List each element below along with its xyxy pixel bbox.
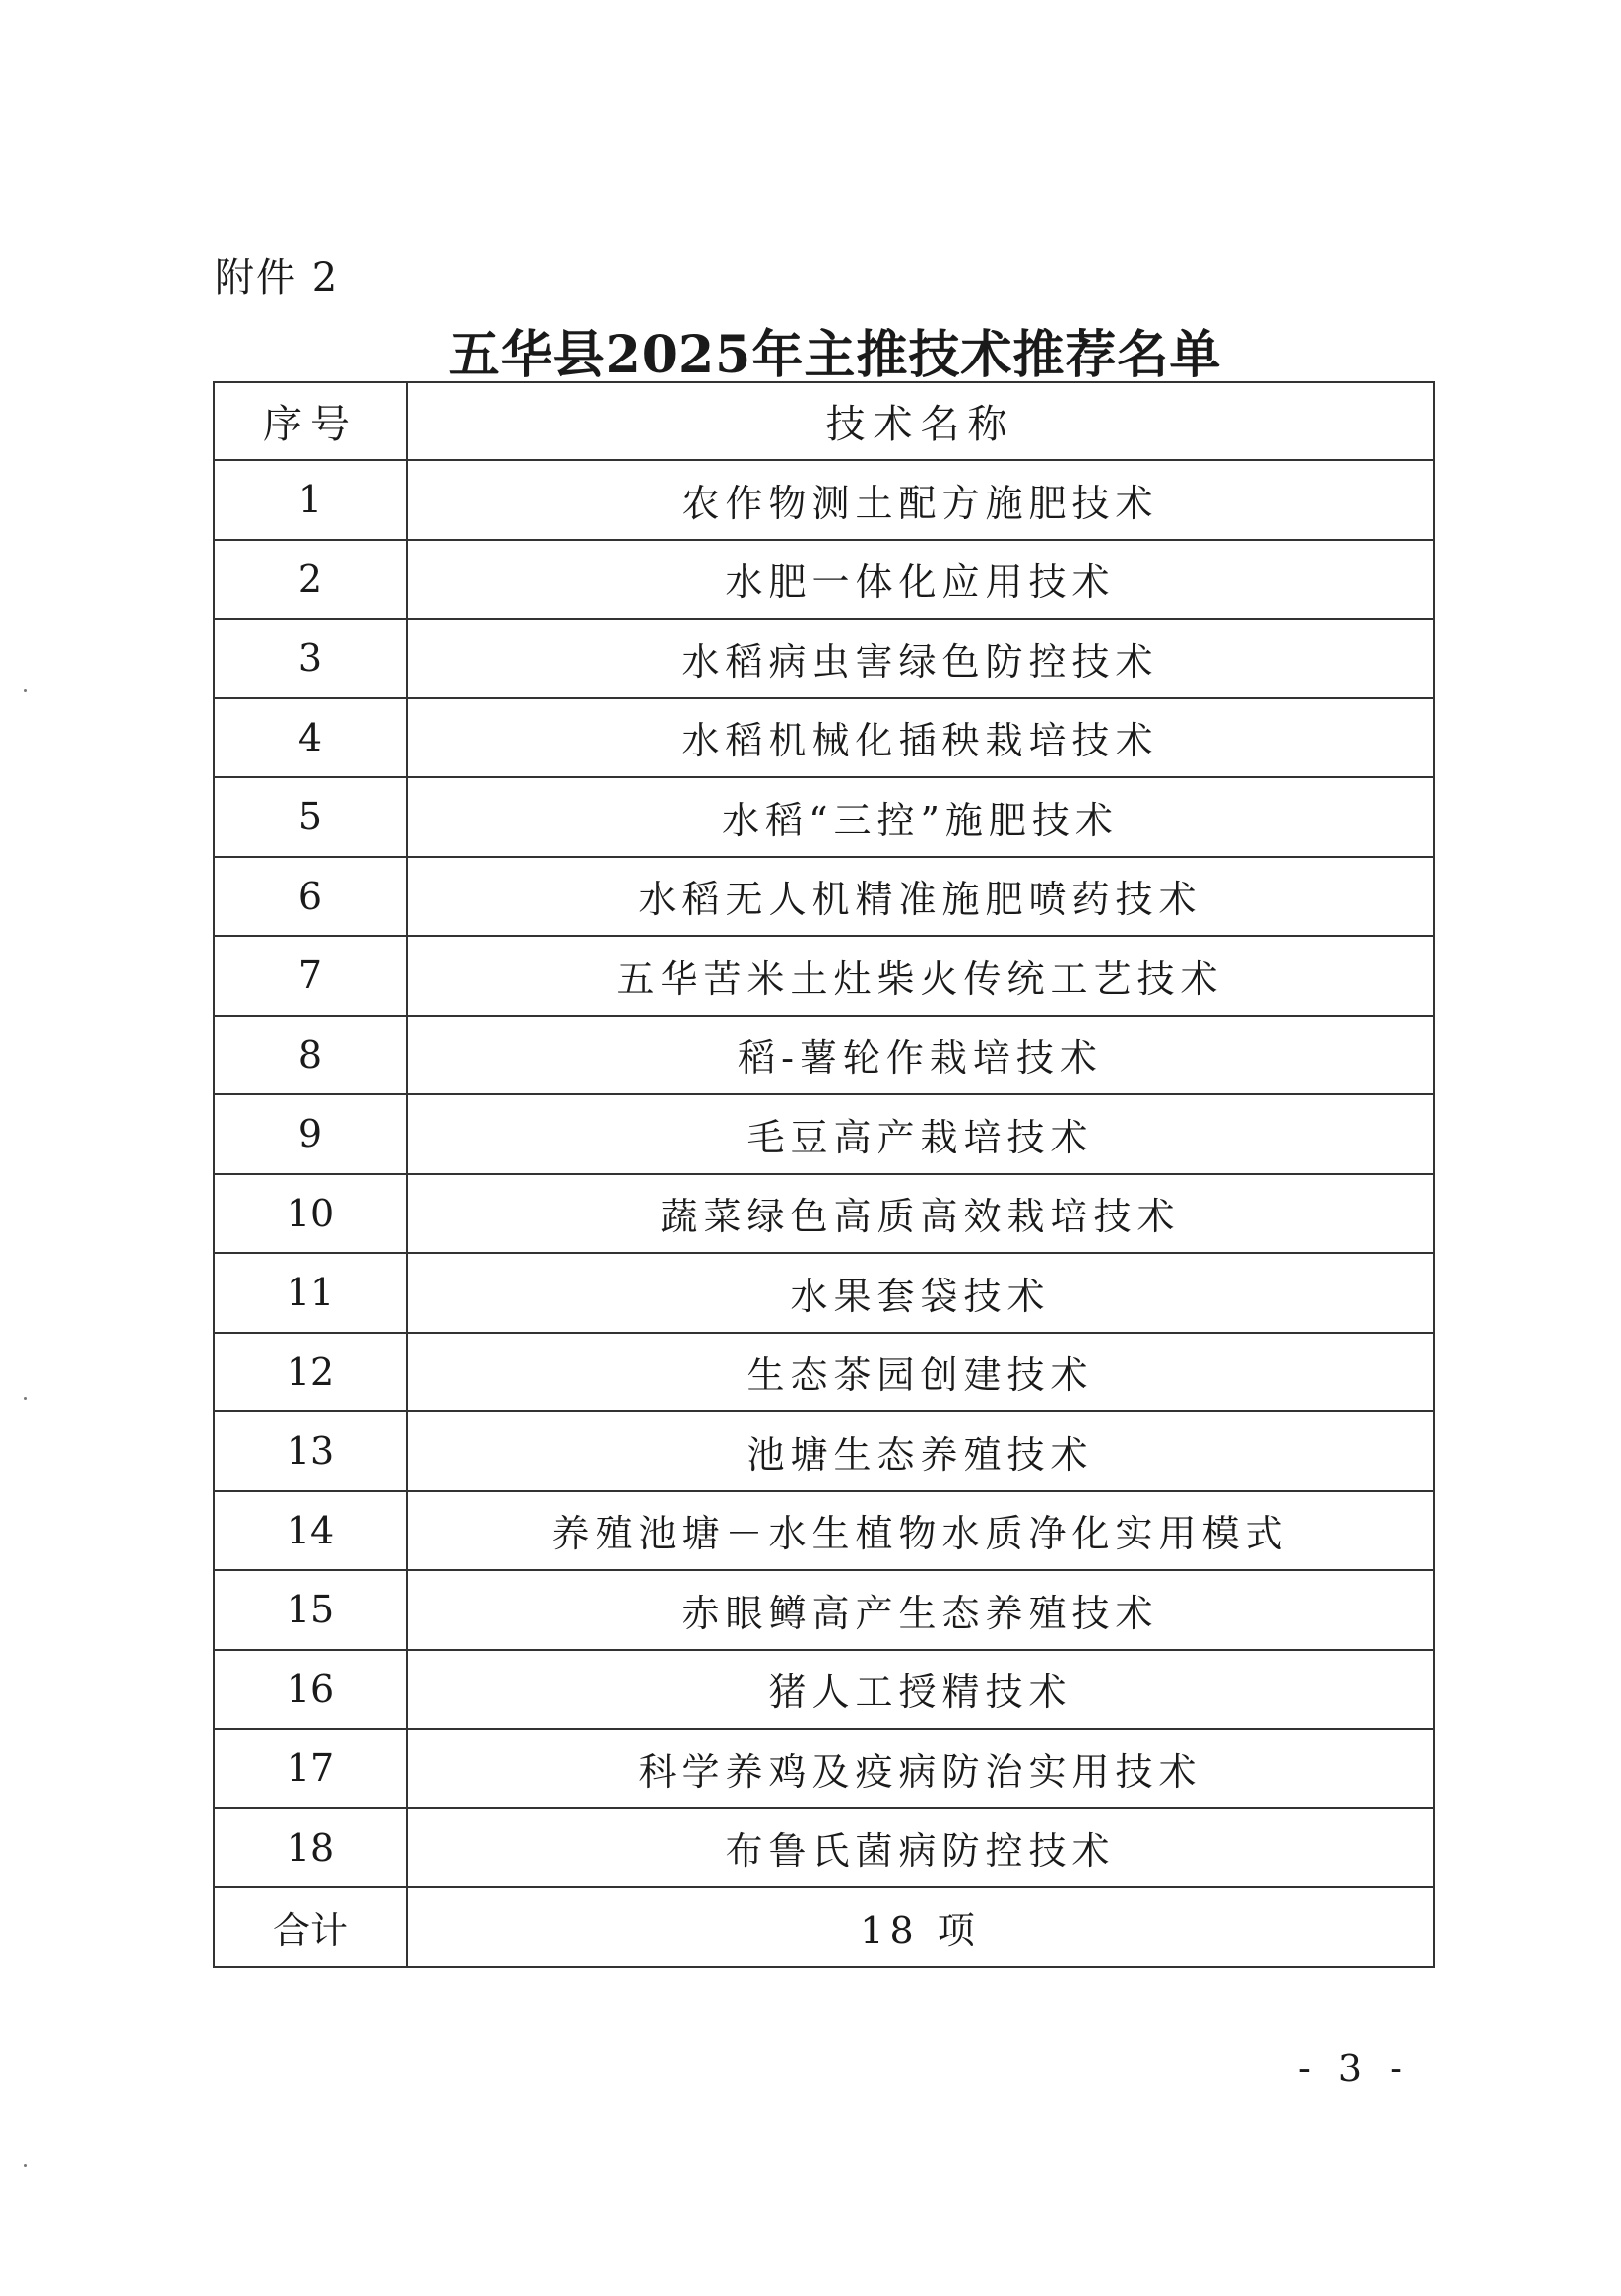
row-technology-name: 养殖池塘－水生植物水质净化实用模式 <box>407 1491 1434 1571</box>
header-serial-number: 序号 <box>214 382 407 460</box>
attachment-label: 附件 2 <box>215 255 340 300</box>
table-row <box>214 1570 1434 1650</box>
table-row <box>214 619 1434 698</box>
row-technology-name: 猪人工授精技术 <box>407 1650 1434 1730</box>
row-serial-number: 6 <box>214 857 407 937</box>
table-body <box>214 460 1434 1887</box>
row-serial-number: 11 <box>214 1253 407 1333</box>
row-technology-name: 水稻“三控”施肥技术 <box>407 777 1434 857</box>
row-technology-name: 稻-薯轮作栽培技术 <box>407 1016 1434 1095</box>
row-technology-name: 布鲁氏菌病防控技术 <box>407 1808 1434 1888</box>
table-row <box>214 857 1434 937</box>
table-row <box>214 1650 1434 1730</box>
row-technology-name: 水稻病虫害绿色防控技术 <box>407 619 1434 698</box>
row-serial-number: 7 <box>214 936 407 1016</box>
table-row <box>214 1411 1434 1491</box>
row-technology-name: 蔬菜绿色高质高效栽培技术 <box>407 1174 1434 1254</box>
table-row <box>214 1016 1434 1095</box>
table-row <box>214 936 1434 1016</box>
margin-mark <box>24 1397 27 1400</box>
row-serial-number: 4 <box>214 698 407 778</box>
row-technology-name: 水稻无人机精准施肥喷药技术 <box>407 857 1434 937</box>
row-technology-name: 水肥一体化应用技术 <box>407 540 1434 620</box>
row-technology-name: 科学养鸡及疫病防治实用技术 <box>407 1729 1434 1808</box>
table-row <box>214 1491 1434 1571</box>
row-technology-name: 水稻机械化插秧栽培技术 <box>407 698 1434 778</box>
table-row <box>214 460 1434 540</box>
row-technology-name: 五华苦米土灶柴火传统工艺技术 <box>407 936 1434 1016</box>
margin-mark <box>24 2164 27 2167</box>
table-row <box>214 1729 1434 1808</box>
row-serial-number: 18 <box>214 1808 407 1888</box>
row-serial-number: 12 <box>214 1333 407 1412</box>
table-row <box>214 1808 1434 1888</box>
table-row <box>214 1333 1434 1412</box>
table-row <box>214 1253 1434 1333</box>
tech-table <box>213 381 1435 1968</box>
row-technology-name: 农作物测土配方施肥技术 <box>407 460 1434 540</box>
margin-mark <box>24 689 27 692</box>
table-row <box>214 698 1434 778</box>
total-label: 合计 <box>214 1887 407 1967</box>
table-row <box>214 777 1434 857</box>
page-number: - 3 - <box>1298 2047 1411 2090</box>
total-value: 18 项 <box>407 1887 1434 1967</box>
table-total-row <box>214 1887 1434 1967</box>
row-technology-name: 赤眼鳟高产生态养殖技术 <box>407 1570 1434 1650</box>
row-serial-number: 16 <box>214 1650 407 1730</box>
row-serial-number: 3 <box>214 619 407 698</box>
row-serial-number: 1 <box>214 460 407 540</box>
table-row <box>214 540 1434 620</box>
row-technology-name: 水果套袋技术 <box>407 1253 1434 1333</box>
header-technology-name: 技术名称 <box>407 382 1434 460</box>
table-row <box>214 1174 1434 1254</box>
row-serial-number: 13 <box>214 1411 407 1491</box>
row-serial-number: 2 <box>214 540 407 620</box>
table-row <box>214 1094 1434 1174</box>
row-serial-number: 10 <box>214 1174 407 1254</box>
row-technology-name: 生态茶园创建技术 <box>407 1333 1434 1412</box>
table-header-row <box>214 382 1434 460</box>
row-technology-name: 毛豆高产栽培技术 <box>407 1094 1434 1174</box>
row-serial-number: 9 <box>214 1094 407 1174</box>
row-serial-number: 14 <box>214 1491 407 1571</box>
row-serial-number: 17 <box>214 1729 407 1808</box>
row-serial-number: 15 <box>214 1570 407 1650</box>
row-serial-number: 8 <box>214 1016 407 1095</box>
document-title: 五华县2025年主推技术推荐名单 <box>448 325 1222 385</box>
row-technology-name: 池塘生态养殖技术 <box>407 1411 1434 1491</box>
row-serial-number: 5 <box>214 777 407 857</box>
